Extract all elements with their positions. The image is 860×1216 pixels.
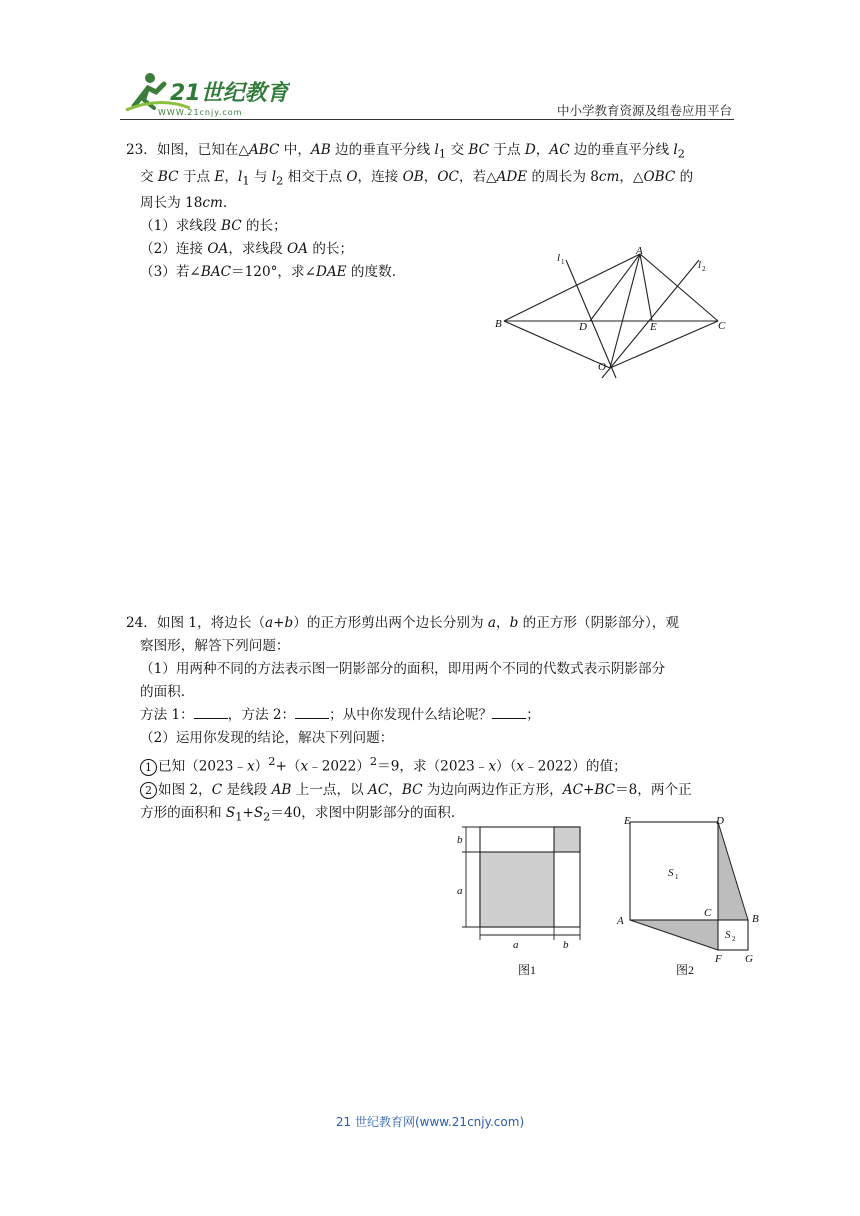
label-l1-sub: 1 <box>561 258 565 266</box>
fig1-label-b-bottom: b <box>563 939 569 951</box>
conclusion-blank[interactable] <box>492 706 526 719</box>
q24-line1: 24．如图 1，将边长（a+b）的正方形剪出两个边长分别为 a，b 的正方形（阴影部分），观 <box>126 615 679 631</box>
fig2-label-d: D <box>716 815 724 827</box>
label-d: D <box>579 321 587 333</box>
circle-mark-2: 2 <box>140 782 157 799</box>
label-b: B <box>495 318 502 330</box>
segment-ac <box>640 254 718 321</box>
fig1-label-a-left: a <box>457 885 463 897</box>
method2-label: ，方法 2： <box>227 707 296 723</box>
q23-stem-part: 如图，已知在△ <box>156 142 249 158</box>
method1-label: 方法 1： <box>140 707 194 723</box>
label-l2-sub: 2 <box>702 265 706 273</box>
q24-part1-line2: 的面积. <box>140 684 186 700</box>
square-s1 <box>630 822 718 920</box>
conclusion-label: ；从中你发现什么结论呢？ <box>329 707 493 723</box>
figure-2 <box>612 812 768 982</box>
q24-methods <box>126 704 736 727</box>
q24-part2: （2）运用你发现的结论，解决下列问题： <box>140 730 394 746</box>
fig2-label-e: E <box>624 815 631 827</box>
segment-ab <box>504 254 640 321</box>
fig2-label-a: A <box>617 915 624 927</box>
fig2-label-f: F <box>715 953 722 965</box>
fig1-caption: 图1 <box>518 963 537 977</box>
site-logo <box>120 66 290 118</box>
header-rule <box>120 119 734 120</box>
figure-1 <box>450 822 590 982</box>
q23-number: 23． <box>126 142 157 158</box>
segment-ad <box>590 254 640 321</box>
q24-part1-line1: （1）用两种不同的方法表示图一阴影部分的面积，即用两个不同的代数式表示阴影部分 <box>140 661 666 677</box>
label-l2: l <box>698 259 702 271</box>
footer-link[interactable]: 21 世纪教育网(www.21cnjy.com) <box>335 1115 525 1129</box>
fig1-label-b-top: b <box>457 834 463 846</box>
q23-part1: （1）求线段 BC 的长； <box>140 218 287 235</box>
fig2-label-b: B <box>752 913 759 925</box>
method2-blank[interactable] <box>295 706 329 719</box>
fig2-label-g: G <box>745 953 753 965</box>
shaded-triangle-acf <box>630 920 718 950</box>
fig1-label-a-bottom: a <box>513 939 519 951</box>
logo-text: 21世纪教育 <box>170 81 289 106</box>
methods-end: ； <box>526 707 540 723</box>
segment-ae <box>640 254 652 321</box>
fig2-label-s1-sub: 1 <box>675 873 679 881</box>
label-e: E <box>650 321 657 333</box>
q23-line1: 23．如图，已知在△ABC 中，AB 边的垂直平分线 $l_1$ 交 BC 于点 D，AC 边的垂直平分线 $l_2$ <box>126 142 685 161</box>
label-l1: l <box>557 252 561 264</box>
platform-name: 中小学教育资源及组卷应用平台 <box>556 103 732 118</box>
fig2-label-s2: S <box>725 929 731 941</box>
label-a: A <box>636 245 643 257</box>
square-a <box>480 852 554 927</box>
label-o: O <box>598 361 606 373</box>
q23-line3: 周长为 18cm. <box>140 195 228 212</box>
line-l2 <box>602 259 702 378</box>
segment-ob <box>504 321 610 368</box>
shaded-triangle-dbc <box>718 822 748 920</box>
q24-number: 24． <box>126 615 157 631</box>
q23-part3: （3）若∠BAC＝120°，求∠DAE 的度数. <box>140 264 397 281</box>
question-24 <box>126 612 736 828</box>
circle-mark-1: 1 <box>140 759 157 776</box>
logo-url: WWW.21cnjy.com <box>158 108 243 117</box>
q24-sub2-line2: 方形的面积和 $S_1+S_2=40$，求图中阴影部分的面积. <box>140 804 456 824</box>
method1-blank[interactable] <box>194 706 228 719</box>
q24-sub2-line1: 2 如图 2，C 是线段 AB 上一点，以 AC，BC 为边向两边作正方形，AC+BC＝8，两个正 <box>126 779 736 802</box>
fig2-label-s2-sub: 2 <box>732 935 736 943</box>
q23-line2: 交 BC 于点 E，$l_1$ 与 $l_2$ 相交于点 O，连接 OB，OC，若△ADE 的周长为 8cm，△OBC 的 <box>140 168 694 188</box>
square-b <box>554 827 580 852</box>
fig2-label-s1: S <box>668 867 674 879</box>
fig2-caption: 图2 <box>676 963 695 977</box>
q24-line2: 察图形，解答下列问题： <box>140 638 290 654</box>
fig2-label-c: C <box>704 907 712 919</box>
q23-figure <box>492 244 732 380</box>
segment-oa <box>610 254 640 368</box>
q24-sub1: 1 已知（2023﹣x）$^2$+（x﹣2022）$^2$＝9，求（2023﹣x）（x﹣2022）的值； <box>126 750 736 779</box>
segment-oc <box>610 321 718 368</box>
q23-part2: （2）连接 OA，求线段 OA 的长； <box>140 241 354 258</box>
label-c: C <box>718 320 726 332</box>
